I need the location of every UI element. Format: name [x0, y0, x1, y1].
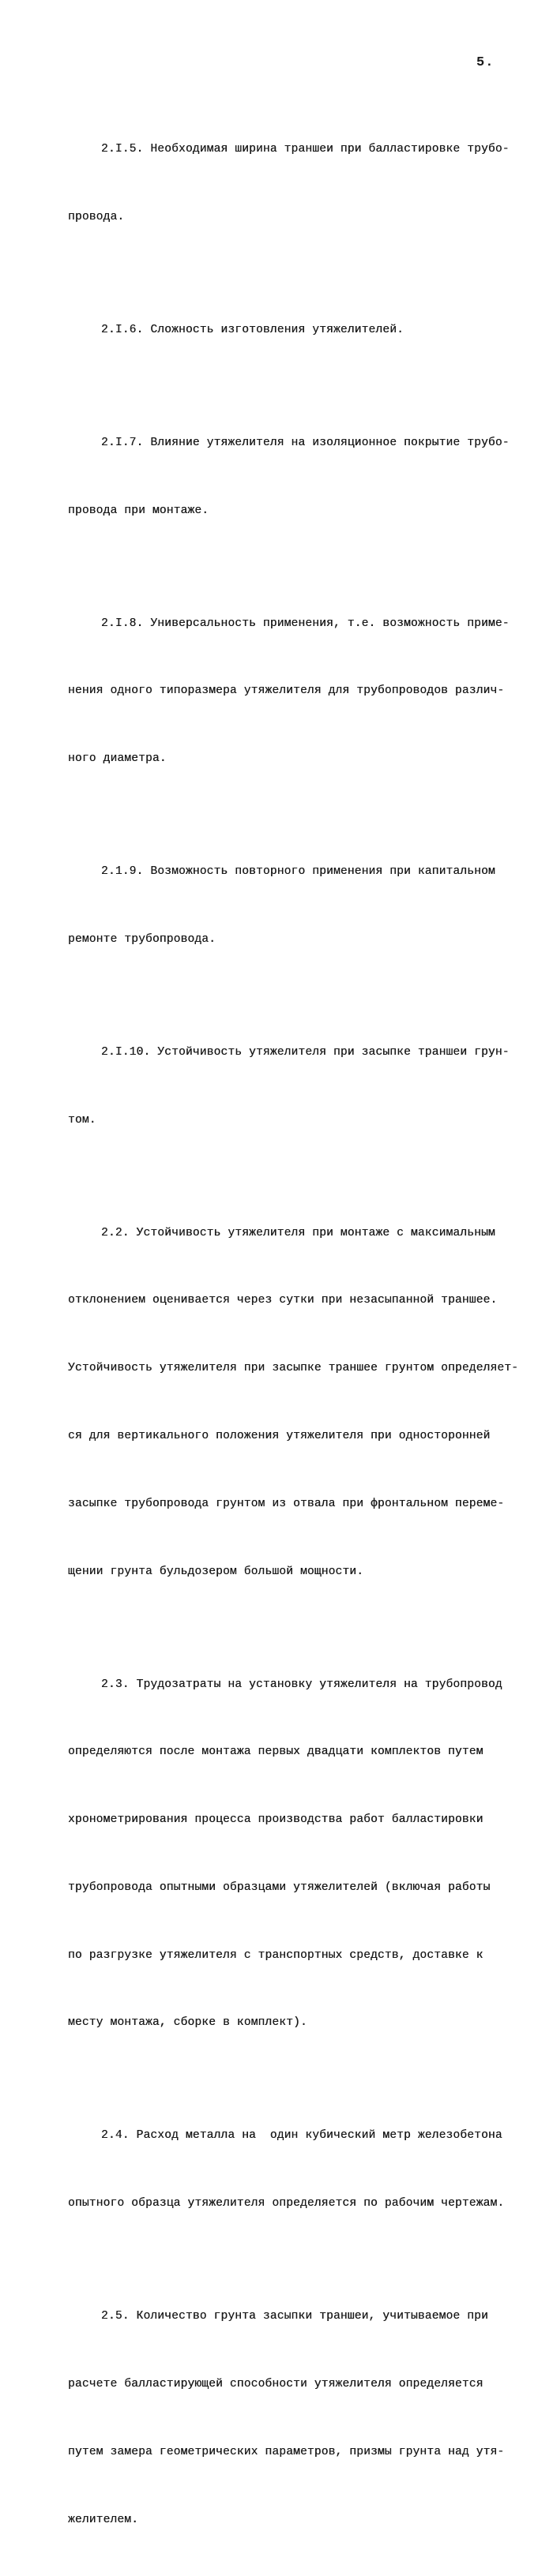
- text-line: Устойчивость утяжелителя при засыпке траншее грунтом определяет-: [68, 1362, 519, 1375]
- text-line: провода.: [68, 210, 125, 223]
- paragraph-2-1-7: [68, 387, 510, 568]
- text-line: отклонением оценивается через сутки при незасыпанной траншее.: [68, 1294, 498, 1307]
- text-line: путем замера геометрических параметров, призмы грунта над утя-: [68, 2445, 505, 2458]
- text-line: по разгрузке утяжелителя с транспортных средств, доставке к: [68, 1948, 483, 1962]
- paragraph-2-1-5: [68, 93, 510, 274]
- paragraph-2-4: [68, 2079, 510, 2260]
- text-line: хронометрирования процесса производства работ балластировки: [68, 1813, 483, 1827]
- text-line: 2.4. Расход металла на один кубический метр железобетона: [101, 2129, 502, 2143]
- text-line: трубопровода опытными образцами утяжелителей (включая работы: [68, 1880, 491, 1894]
- paragraph-2-1-10: [68, 996, 510, 1177]
- text-line: расчете балластирующей способности утяжелителя определяется: [68, 2377, 483, 2390]
- text-line: 2.I.8. Универсальность применения, т.е. возможность приме-: [101, 617, 510, 630]
- text-line: нения одного типоразмера утяжелителя для трубопроводов различ-: [68, 684, 505, 698]
- text-line: 2.5. Количество грунта засыпки траншеи, учитываемое при: [101, 2310, 488, 2323]
- document-body: [68, 93, 519, 2576]
- text-line: 2.1.9. Возможность повторного применения при капитальном: [101, 865, 495, 879]
- text-line: 2.I.7. Влияние утяжелителя на изоляционное покрытие трубо-: [101, 436, 510, 449]
- text-line: том.: [68, 1113, 96, 1127]
- text-line: желителем.: [68, 2513, 139, 2526]
- text-line: месту монтажа, сборке в комплект).: [68, 2016, 307, 2030]
- text-line: ремонте трубопровода.: [68, 932, 216, 946]
- text-line: 2.I.10. Устойчивость утяжелителя при засыпке траншеи грун-: [101, 1045, 510, 1059]
- text-line: 2.I.5. Необходимая ширина траншеи при балластировке трубо-: [101, 143, 510, 156]
- text-line: опытного образца утяжелителя определяется по рабочим чертежам.: [68, 2197, 505, 2210]
- text-line: щении грунта бульдозером большой мощности.: [68, 1565, 364, 1578]
- paragraph-2-5: [68, 2260, 510, 2576]
- paragraph-2-1-9: [68, 816, 510, 996]
- text-line: 2.2. Устойчивость утяжелителя при монтаже с максимальным: [101, 1226, 495, 1239]
- paragraph-2-1-8: [68, 567, 510, 816]
- text-line: 2.I.6. Сложность изготовления утяжелителей.: [101, 323, 404, 336]
- text-line: 2.3. Трудозатраты на установку утяжелителя на трубопровод: [101, 1678, 502, 1691]
- page-number: 5.: [476, 55, 495, 70]
- paragraph-2-2: [68, 1177, 519, 1629]
- text-line: ся для вертикального положения утяжелителя при односторонней: [68, 1430, 491, 1443]
- text-line: засыпке трубопровода грунтом из отвала при фронтальном переме-: [68, 1497, 505, 1510]
- text-line: провода при монтаже.: [68, 504, 209, 517]
- text-line: определяются после монтажа первых двадцати комплектов путем: [68, 1745, 483, 1759]
- text-line: ного диаметра.: [68, 752, 167, 766]
- paragraph-2-1-6: [68, 274, 510, 387]
- paragraph-2-3: [68, 1628, 510, 2079]
